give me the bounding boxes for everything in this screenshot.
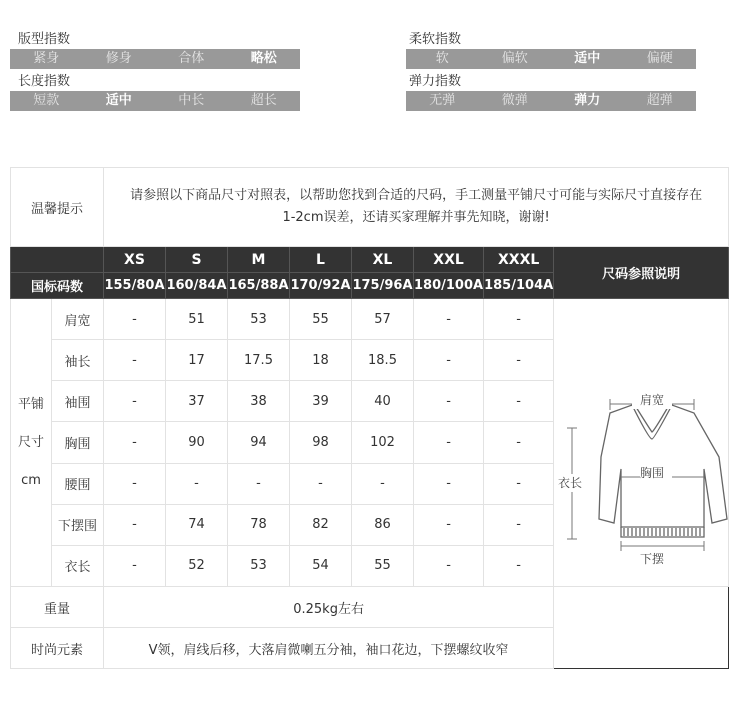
measurement-cell: - bbox=[352, 463, 414, 504]
measurement-cell: - bbox=[290, 463, 352, 504]
intl-code-cell: 155/80A bbox=[104, 273, 166, 299]
measurement-cell: 86 bbox=[352, 504, 414, 545]
index-option: 合体 bbox=[178, 51, 205, 66]
measurement-cell: 40 bbox=[352, 381, 414, 422]
measurement-cell: - bbox=[414, 422, 484, 463]
flat-size-cm-label bbox=[11, 299, 52, 587]
elasticity-index bbox=[406, 73, 696, 111]
measurement-name: 袖围 bbox=[52, 381, 104, 422]
measurement-cell: - bbox=[104, 299, 166, 340]
intl-code-cell: 170/92A bbox=[290, 273, 352, 299]
index-option: 软 bbox=[435, 51, 449, 66]
measurement-cell: 94 bbox=[228, 422, 290, 463]
index-option: 超长 bbox=[250, 93, 277, 108]
size-header-blank bbox=[11, 247, 104, 273]
measurement-name: 肩宽 bbox=[52, 299, 104, 340]
measurement-cell: - bbox=[414, 340, 484, 381]
measurement-cell: - bbox=[104, 504, 166, 545]
elasticity-index-title: 弹力指数 bbox=[409, 74, 462, 89]
chest-label: 胸围 bbox=[640, 466, 665, 480]
measurement-cell: - bbox=[104, 381, 166, 422]
tip-line-1: 请参照以下商品尺寸对照表，以帮助您找到合适的尺码，手工测量平铺尺寸可能与实际尺寸直接存在 bbox=[130, 188, 703, 203]
size-header-m: M bbox=[228, 247, 290, 273]
measurement-cell: - bbox=[484, 340, 554, 381]
measurement-cell: - bbox=[484, 463, 554, 504]
measurement-cell: - bbox=[414, 545, 484, 586]
measurement-cell: - bbox=[104, 463, 166, 504]
elasticity-index-bar bbox=[406, 91, 696, 111]
measurement-cell: 51 bbox=[166, 299, 228, 340]
measurement-cell: - bbox=[484, 299, 554, 340]
measurement-cell: 38 bbox=[228, 381, 290, 422]
tip-text bbox=[104, 168, 729, 247]
softness-index-bar bbox=[406, 49, 696, 69]
group-label-line: 平铺 bbox=[17, 396, 44, 412]
hem-label: 下摆 bbox=[640, 552, 665, 566]
weight-value: 0.25kg左右 bbox=[104, 587, 554, 628]
index-option: 中长 bbox=[178, 93, 205, 108]
intl-code-cell: 180/100A bbox=[414, 273, 484, 299]
size-header-s: S bbox=[166, 247, 228, 273]
length-index-title: 长度指数 bbox=[18, 74, 71, 89]
measurement-cell: 18.5 bbox=[352, 340, 414, 381]
shoulder-label: 肩宽 bbox=[640, 393, 665, 407]
measurement-cell: - bbox=[166, 463, 228, 504]
index-option: 超弹 bbox=[646, 93, 673, 108]
tip-row bbox=[11, 168, 729, 247]
measurement-cell: 53 bbox=[228, 299, 290, 340]
fashion-blank bbox=[554, 628, 729, 669]
measurement-cell: 57 bbox=[352, 299, 414, 340]
tip-label: 温馨提示 bbox=[11, 168, 104, 247]
measurement-name: 腰围 bbox=[52, 463, 104, 504]
measurement-row bbox=[11, 299, 729, 340]
intl-code-cell: 160/84A bbox=[166, 273, 228, 299]
index-option: 偏软 bbox=[501, 51, 528, 66]
measurement-cell: 53 bbox=[228, 545, 290, 586]
index-option: 适中 bbox=[574, 51, 601, 66]
sweater-measure-diagram bbox=[554, 299, 728, 586]
weight-label: 重量 bbox=[11, 587, 104, 628]
measurement-cell: - bbox=[414, 504, 484, 545]
index-option: 弹力 bbox=[574, 93, 601, 108]
measurement-cell: 98 bbox=[290, 422, 352, 463]
intl-code-cell: 175/96A bbox=[352, 273, 414, 299]
index-option: 适中 bbox=[105, 93, 132, 108]
softness-index bbox=[406, 31, 696, 69]
measurement-cell: - bbox=[104, 545, 166, 586]
weight-row bbox=[11, 587, 729, 628]
index-option: 紧身 bbox=[33, 51, 60, 66]
measurement-cell: - bbox=[414, 463, 484, 504]
measurement-cell: 55 bbox=[290, 299, 352, 340]
hem-measure-line bbox=[621, 541, 704, 551]
measurement-cell: - bbox=[484, 381, 554, 422]
measurement-cell: - bbox=[104, 340, 166, 381]
length-index-bar bbox=[10, 91, 300, 111]
measurement-cell: 102 bbox=[352, 422, 414, 463]
fit-index-bar bbox=[10, 49, 300, 69]
group-label-line: cm bbox=[21, 472, 41, 488]
measurement-name: 袖长 bbox=[52, 340, 104, 381]
fit-index bbox=[10, 31, 300, 69]
intl-code-label: 国标码数 bbox=[11, 273, 104, 299]
fashion-row bbox=[11, 628, 729, 669]
measurement-cell: 18 bbox=[290, 340, 352, 381]
length-label: 衣长 bbox=[558, 476, 583, 490]
measurement-cell: 54 bbox=[290, 545, 352, 586]
intl-code-cell: 165/88A bbox=[228, 273, 290, 299]
fashion-label: 时尚元素 bbox=[11, 628, 104, 669]
intl-code-cell: 185/104A bbox=[484, 273, 554, 299]
measurement-cell: 39 bbox=[290, 381, 352, 422]
size-header-xs: XS bbox=[104, 247, 166, 273]
measurement-cell: - bbox=[484, 422, 554, 463]
fashion-value: V领，肩线后移，大落肩微喇五分袖，袖口花边，下摆螺纹收窄 bbox=[104, 628, 554, 669]
index-option: 无弹 bbox=[429, 93, 456, 108]
measurement-name: 胸围 bbox=[52, 422, 104, 463]
measurement-cell: - bbox=[414, 381, 484, 422]
measurement-cell: - bbox=[228, 463, 290, 504]
measurement-cell: 17.5 bbox=[228, 340, 290, 381]
size-header-xxxl: XXXL bbox=[484, 247, 554, 273]
measurement-name: 下摆围 bbox=[52, 504, 104, 545]
measurement-cell: - bbox=[484, 545, 554, 586]
measurement-cell: 37 bbox=[166, 381, 228, 422]
tip-line-2: 1-2cm误差，还请买家理解并事先知晓，谢谢! bbox=[282, 210, 550, 225]
index-option: 短款 bbox=[33, 93, 60, 108]
softness-index-title: 柔软指数 bbox=[409, 32, 462, 47]
group-label-line: 尺寸 bbox=[17, 434, 44, 450]
index-option: 偏硬 bbox=[646, 51, 673, 66]
index-option: 修身 bbox=[105, 51, 132, 66]
measurement-cell: 74 bbox=[166, 504, 228, 545]
legend-header: 尺码参照说明 bbox=[554, 247, 729, 299]
size-header-xl: XL bbox=[352, 247, 414, 273]
measurement-cell: 17 bbox=[166, 340, 228, 381]
measurement-cell: 78 bbox=[228, 504, 290, 545]
size-chart-table bbox=[10, 167, 729, 669]
size-header-xxl: XXL bbox=[414, 247, 484, 273]
length-index bbox=[10, 73, 300, 111]
sweater-diagram-cell bbox=[554, 299, 729, 587]
measurement-cell: 55 bbox=[352, 545, 414, 586]
weight-blank bbox=[554, 587, 729, 628]
measurement-cell: 90 bbox=[166, 422, 228, 463]
size-header-row bbox=[11, 247, 729, 273]
measurement-cell: - bbox=[484, 504, 554, 545]
measurement-cell: 52 bbox=[166, 545, 228, 586]
index-option: 微弹 bbox=[501, 93, 528, 108]
fit-index-title: 版型指数 bbox=[18, 32, 71, 47]
size-header-l: L bbox=[290, 247, 352, 273]
index-option: 略松 bbox=[250, 51, 277, 66]
measurement-cell: - bbox=[414, 299, 484, 340]
measurement-cell: - bbox=[104, 422, 166, 463]
measurement-cell: 82 bbox=[290, 504, 352, 545]
measurement-name: 衣长 bbox=[52, 545, 104, 586]
